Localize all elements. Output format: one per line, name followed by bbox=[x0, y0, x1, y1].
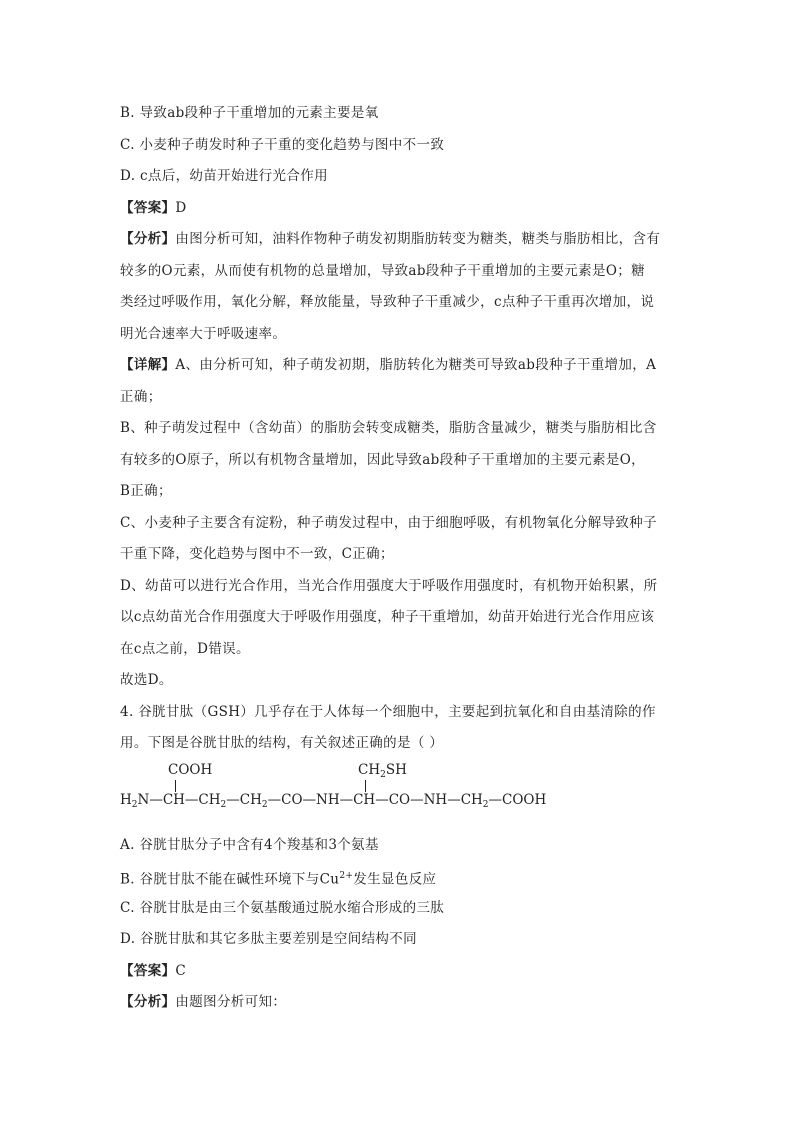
formula-top-cooh: COOH bbox=[168, 761, 213, 778]
q3-conclusion: 故选D。 bbox=[120, 672, 173, 688]
q3-analysis-line-2: 较多的O元素，从而使有机物的总量增加，导致ab段种子干重增加的主要元素是O；糖 bbox=[120, 262, 645, 279]
q3-detail-line-6: C、小麦种子主要含有淀粉，种子萌发过程中，由于细胞呼吸，有机物氧化分解导致种子 bbox=[120, 514, 657, 531]
analysis-tag: 【分析】 bbox=[120, 994, 176, 1010]
q3-detail-line-1: 【详解】A、由分析可知，种子萌发初期，脂肪转化为糖类可导致ab段种子干重增加，A bbox=[120, 357, 657, 373]
q4-stem-line-1: 4. 谷胱甘肽（GSH）几乎存在于人体每一个细胞中，主要起到抗氧化和自由基清除的作 bbox=[120, 703, 656, 720]
answer-tag: 【答案】 bbox=[120, 199, 176, 216]
q4-option-d: D. 谷胱甘肽和其它多肽主要差别是空间结构不同 bbox=[120, 931, 417, 947]
answer-value: C bbox=[175, 962, 187, 979]
q3-analysis-line-4: 明光合速率大于呼吸速率。 bbox=[120, 325, 287, 342]
q3-detail-line-8: D、幼苗可以进行光合作用，当光合作用强度大于呼吸作用强度时，有机物开始积累，所 bbox=[120, 577, 658, 594]
analysis-tag: 【分析】 bbox=[120, 231, 176, 247]
formula-bond-left bbox=[175, 780, 176, 792]
q3-detail-line-2: 正确； bbox=[120, 388, 162, 405]
q4-stem-line-2: 用。下图是谷胱甘肽的结构，有关叙述正确的是（ ） bbox=[120, 735, 444, 751]
q3-analysis-line-3: 类经过呼吸作用，氧化分解，释放能量，导致种子干重减少，c点种子干重再次增加，说 bbox=[120, 294, 655, 310]
q3-option-c: C. 小麦种子萌发时种子干重的变化趋势与图中不一致 bbox=[120, 136, 445, 153]
q3-detail-line-5: B正确； bbox=[120, 483, 172, 499]
formula-bond-right bbox=[365, 780, 366, 792]
q3-detail-line-3: B、种子萌发过程中（含幼苗）的脂肪会转变成糖类，脂肪含量减少，糖类与脂肪相比含 bbox=[120, 420, 657, 436]
q4-analysis: 【分析】由题图分析可知： bbox=[120, 994, 287, 1010]
q3-detail-line-9: 以c点幼苗光合作用强度大于呼吸作用强度，种子干重增加，幼苗开始进行光合作用应该 bbox=[120, 609, 655, 625]
q4-option-c: C. 谷胱甘肽是由三个氨基酸通过脱水缩合形成的三肽 bbox=[120, 899, 445, 916]
q4-answer bbox=[120, 956, 668, 988]
q4-option-a: A. 谷胱甘肽分子中含有4个羧基和3个氨基 bbox=[120, 836, 379, 853]
q3-detail-line-10: 在c点之前，D错误。 bbox=[120, 640, 250, 657]
page-content bbox=[120, 98, 668, 1019]
q3-option-b: B. 导致ab段种子干重增加的元素主要是氧 bbox=[120, 105, 379, 121]
q3-detail-line-7: 干重下降，变化趋势与图中不一致，C正确； bbox=[120, 546, 394, 562]
q3-detail-line-4: 有较多的O原子，所以有机物含量增加，因此导致ab段种子干重增加的主要元素是O， bbox=[120, 451, 645, 468]
q3-option-d: D. c点后，幼苗开始进行光合作用 bbox=[120, 168, 328, 184]
q4-option-b: B. 谷胱甘肽不能在碱性环境下与$Cu^{2+}$发生显色反应 bbox=[120, 871, 437, 888]
q3-answer bbox=[120, 193, 668, 225]
answer-tag: 【答案】 bbox=[120, 962, 176, 979]
q3-analysis-line-1: 【分析】由图分析可知，油料作物种子萌发初期脂肪转变为糖类，糖类与脂肪相比，含有 bbox=[120, 231, 661, 247]
detail-tag: 【详解】 bbox=[120, 357, 176, 373]
glutathione-structure-formula bbox=[120, 762, 668, 826]
formula-top-ch2sh: $CH_2SH$ bbox=[358, 761, 407, 780]
answer-value: D bbox=[175, 199, 187, 216]
formula-main-chain: $H_2N—CH—CH_2—CH_2—CO—NH—CH—CO—NH—CH_2—COOH$ bbox=[120, 791, 547, 810]
